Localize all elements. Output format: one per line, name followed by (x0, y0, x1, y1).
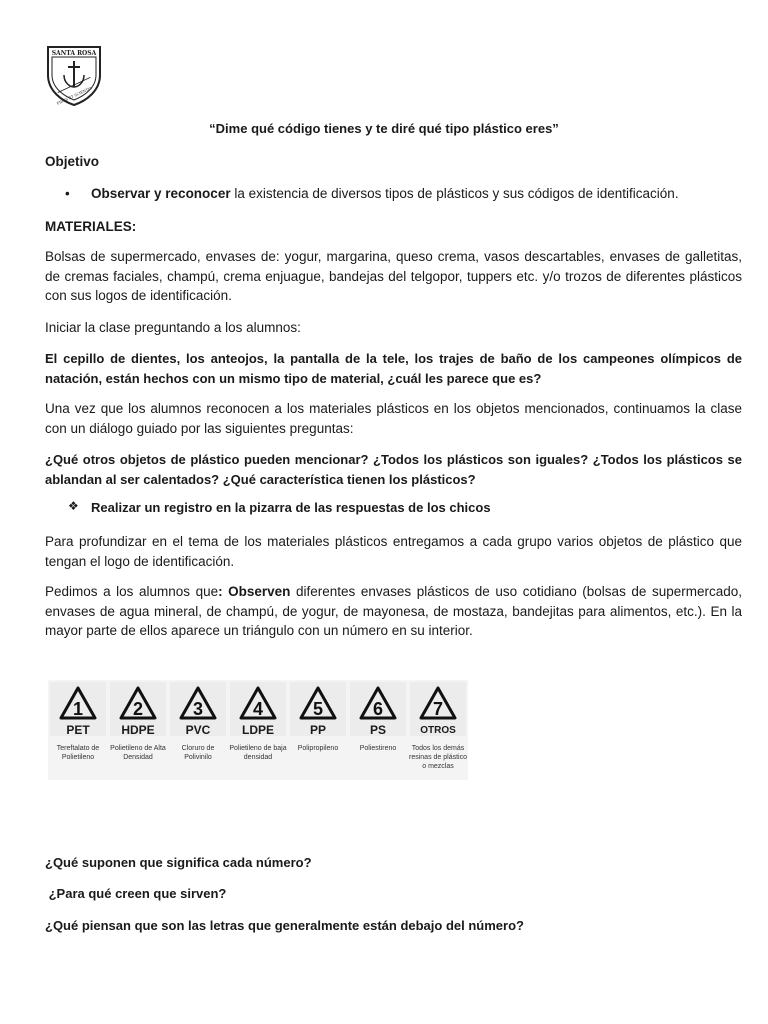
recycling-triangle-icon (178, 685, 218, 723)
recycling-code-item (348, 680, 408, 780)
recycling-triangle-icon (358, 685, 398, 723)
code-desc: Polietileno de Alta Densidad (110, 745, 166, 761)
recycling-code-item (108, 680, 168, 780)
recycling-code-item (288, 680, 348, 780)
profundizar-text: Para profundizar en el tema de los materiales plásticos entregamos a cada grupo varios objetos de plástico que tengan el logo de identificación. (45, 534, 742, 569)
code-number: 4 (252, 699, 264, 719)
code-abbr: PS (369, 723, 386, 737)
final-question: ¿Qué piensan que son las letras que generalmente están debajo del número? (45, 918, 524, 933)
objetivo-bullet-bold: Observar y reconocer (91, 186, 231, 201)
code-abbr: PET (66, 723, 90, 737)
code-abbr: PVC (185, 723, 211, 737)
code-abbr: LDPE (241, 723, 274, 737)
bullet-icon: • (65, 186, 70, 201)
pedimos-text (45, 582, 742, 641)
objetivo-bullet (91, 184, 679, 204)
recycling-triangle-icon (298, 685, 338, 723)
pedimos-post: diferentes envases plásticos de uso cotidiano (bolsas de supermercado, envases de agua mineral, de champú, de yogur, de mayonesa, de mostaza, bandejitas para alimentos, etc.). En la mayor parte de ellos aparece un triángulo con un número en su interior. (45, 584, 742, 638)
code-desc: Polietileno de baja densidad (229, 745, 287, 761)
recycling-code-item (408, 680, 468, 780)
code-desc: Tereftalato de Polietileno (56, 745, 100, 761)
code-number: 1 (72, 699, 84, 719)
final-question: ¿Para qué creen que sirven? (45, 886, 227, 901)
register-instruction: Realizar un registro en la pizarra de las respuestas de los chicos (91, 500, 491, 515)
diamond-bullet-icon: ❖ (68, 499, 79, 513)
school-crest-logo (46, 45, 102, 107)
code-desc: Cloruro de Polivinilo (181, 745, 215, 761)
recycling-code-item (168, 680, 228, 780)
code-desc: Poliestireno (359, 745, 397, 752)
recycling-triangle-icon (118, 685, 158, 723)
objetivo-bullet-text: la existencia de diversos tipos de plásticos y sus códigos de identificación. (230, 186, 679, 201)
recycling-code-item (48, 680, 108, 780)
main-question: El cepillo de dientes, los anteojos, la pantalla de la tele, los trajes de baño de los campeones olímpicos de natación, están hechos con un mismo tipo de material, ¿cuál les parece que es? (45, 351, 742, 386)
recycling-triangle-icon (418, 685, 458, 723)
materiales-heading: MATERIALES: (45, 219, 137, 234)
objetivo-heading: Objetivo (45, 154, 100, 169)
document-title: “Dime qué código tienes y te diré qué tipo plástico eres” (209, 121, 559, 136)
recycling-triangle-icon (238, 685, 278, 723)
code-abbr: HDPE (121, 723, 155, 737)
pedimos-pre: Pedimos a los alumnos que (45, 584, 219, 599)
code-number: 7 (432, 699, 444, 719)
code-abbr: OTROS (420, 725, 456, 736)
code-number: 2 (132, 699, 144, 719)
svg-text:SANTA ROSA: SANTA ROSA (51, 50, 97, 57)
pedimos-bold: : Observen (218, 584, 291, 599)
final-question: ¿Qué suponen que significa cada número? (45, 855, 312, 870)
recycling-codes-figure (48, 680, 468, 780)
code-desc: Todos los demás resinas de plástico o mezclas (409, 745, 467, 770)
code-number: 3 (192, 699, 204, 719)
dialog-intro: Una vez que los alumnos reconocen a los materiales plásticos en los objetos mencionados, continuamos la clase con un diálogo guiado por las siguientes preguntas: (45, 401, 742, 436)
recycling-code-item (228, 680, 288, 780)
recycling-triangle-icon (58, 685, 98, 723)
svg-text:FIDES ET SCIENTIA: FIDES ET SCIENTIA (56, 86, 93, 106)
code-number: 6 (372, 699, 384, 719)
code-number: 5 (312, 699, 324, 719)
code-desc: Polipropileno (297, 745, 339, 752)
code-abbr: PP (309, 723, 326, 737)
intro-text: Iniciar la clase preguntando a los alumnos: (45, 320, 301, 335)
questions-block: ¿Qué otros objetos de plástico pueden mencionar? ¿Todos los plásticos son iguales? ¿Todos los plásticos se ablandan al ser calentados? ¿Qué característica tienen los plásticos? (45, 452, 742, 487)
materiales-text: Bolsas de supermercado, envases de: yogur, margarina, queso crema, vasos descartables, envases de galletitas, de cremas faciales, champú, crema enjuague, bandejas del telgopor, tuppers etc. y/o trozos de diferentes plásticos con sus logos de identificación. (45, 249, 742, 303)
